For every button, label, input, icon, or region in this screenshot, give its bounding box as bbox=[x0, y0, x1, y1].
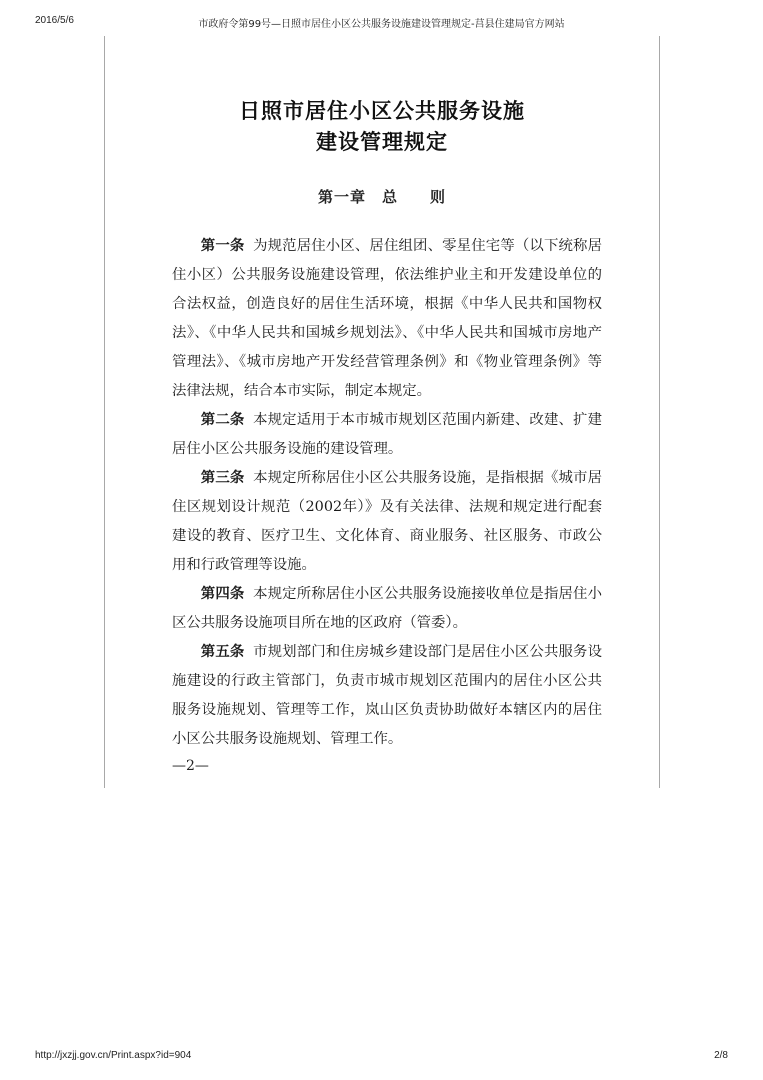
document-title bbox=[104, 96, 660, 158]
article-1 bbox=[172, 232, 602, 406]
article-4-text: 本规定所称居住小区公共服务设施接收单位是指居住小区公共服务设施项目所在地的区政府（管委）。 bbox=[172, 586, 602, 631]
document-body bbox=[172, 232, 602, 774]
article-3-label: 第三条 bbox=[200, 470, 245, 486]
header-page-title: 市政府令第99号—日照市居住小区公共服务设施建设管理规定-莒县住建局官方网站 bbox=[198, 19, 565, 30]
page-number: —2— bbox=[172, 758, 209, 774]
article-4 bbox=[172, 580, 602, 638]
article-5-label: 第五条 bbox=[200, 644, 245, 660]
article-2-label: 第二条 bbox=[200, 412, 245, 428]
article-1-text: 为规范居住小区、居住组团、零星住宅等（以下统称居住小区）公共服务设施建设管理，依法维护业主和开发建设单位的合法权益，创造良好的居住生活环境，根据《中华人民共和国物权法》、《中华人民共和国城乡规划法》、《中华人民共和国城市房地产管理法》、《城市房地产开发经营管理条例》和《物业管理条例》等法律法规，结合本市实际，制定本规定。 bbox=[172, 238, 602, 399]
article-4-label: 第四条 bbox=[200, 586, 245, 602]
article-5 bbox=[172, 638, 602, 754]
article-2-text: 本规定适用于本市城市规划区范围内新建、改建、扩建居住小区公共服务设施的建设管理。 bbox=[172, 412, 602, 457]
scanned-page bbox=[104, 36, 660, 788]
article-5-text: 市规划部门和住房城乡建设部门是居住小区公共服务设施建设的行政主管部门，负责市城市规划区范围内的居住小区公共服务设施规划、管理等工作，岚山区负责协助做好本辖区内的居住小区公共服务设施规划、管理工作。 bbox=[172, 644, 602, 747]
footer-url: http://jxzjj.gov.cn/Print.aspx?id=904 bbox=[35, 1050, 192, 1061]
chapter-heading: 第一章 总 则 bbox=[317, 188, 446, 206]
article-3 bbox=[172, 464, 602, 580]
header-date: 2016/5/6 bbox=[35, 15, 74, 26]
document-title-line-2: 建设管理规定 bbox=[316, 130, 448, 154]
article-2 bbox=[172, 406, 602, 464]
article-1-label: 第一条 bbox=[200, 238, 245, 254]
document-title-line-1: 日照市居住小区公共服务设施 bbox=[239, 99, 525, 123]
article-3-text: 本规定所称居住小区公共服务设施，是指根据《城市居住区规划设计规范（2002年）》及有关法律、法规和规定进行配套建设的教育、医疗卫生、文化体育、商业服务、社区服务、市政公用和行政管理等设施。 bbox=[172, 470, 602, 573]
footer-page-count: 2/8 bbox=[714, 1050, 728, 1061]
